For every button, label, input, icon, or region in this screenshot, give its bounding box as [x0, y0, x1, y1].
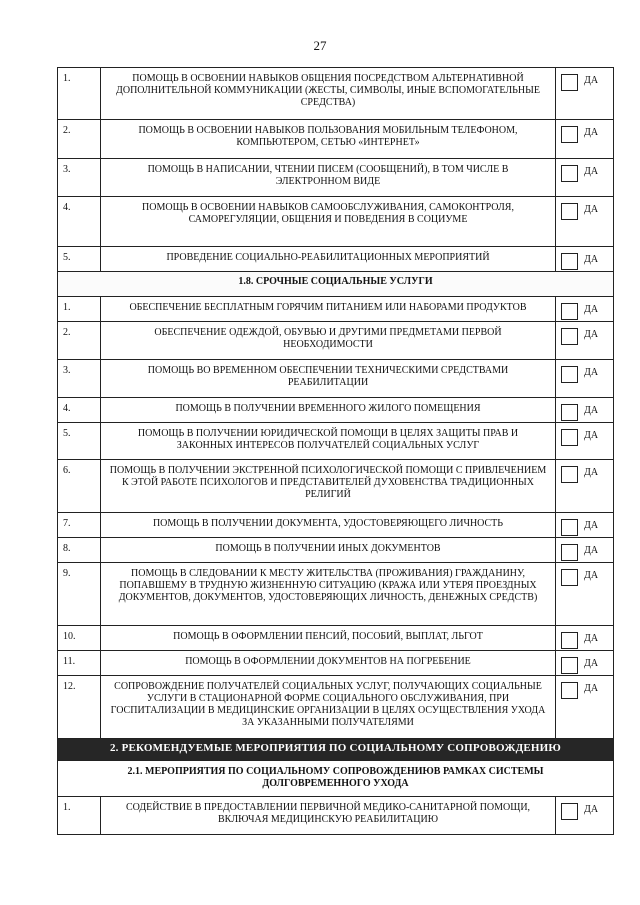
- yes-checkbox[interactable]: [561, 569, 578, 586]
- table-row: [58, 360, 614, 398]
- row-number: 1.: [58, 68, 101, 120]
- table-row: [58, 563, 614, 626]
- table-row: [58, 322, 614, 360]
- yes-cell: [556, 120, 614, 159]
- yes-checkbox[interactable]: [561, 165, 578, 182]
- yes-checkbox[interactable]: [561, 303, 578, 320]
- yes-cell: [556, 197, 614, 247]
- yes-label: ДА: [584, 127, 599, 138]
- yes-label: ДА: [584, 367, 599, 378]
- yes-label: ДА: [584, 166, 599, 177]
- yes-label: ДА: [584, 204, 599, 215]
- yes-cell: [556, 398, 614, 423]
- table-row: [58, 159, 614, 197]
- yes-label: ДА: [584, 804, 599, 815]
- yes-cell: [556, 68, 614, 120]
- table-row: [58, 797, 614, 835]
- section-title: 2. РЕКОМЕНДУЕМЫЕ МЕРОПРИЯТИЯ ПО СОЦИАЛЬНОМУ СОПРОВОЖДЕНИЮ: [58, 739, 614, 761]
- yes-checkbox[interactable]: [561, 429, 578, 446]
- table-row: [58, 197, 614, 247]
- yes-checkbox[interactable]: [561, 404, 578, 421]
- yes-checkbox[interactable]: [561, 328, 578, 345]
- table-row: [58, 538, 614, 563]
- yes-label: ДА: [584, 329, 599, 340]
- service-text: ПОМОЩЬ В ОСВОЕНИИ НАВЫКОВ САМООБСЛУЖИВАНИЯ, САМОКОНТРОЛЯ, САМОРЕГУЛЯЦИИ, ОБЩЕНИЯ И ПОВЕДЕНИЯ В СОЦИУМЕ: [101, 197, 556, 247]
- row-number: 11.: [58, 651, 101, 676]
- service-text: ПОМОЩЬ В ПОЛУЧЕНИИ ЮРИДИЧЕСКОЙ ПОМОЩИ В ЦЕЛЯХ ЗАЩИТЫ ПРАВ И ЗАКОННЫХ ИНТЕРЕСОВ ПОЛУЧАТЕЛЕЙ СОЦИАЛЬНЫХ УСЛУГ: [101, 423, 556, 460]
- table-row: [58, 460, 614, 513]
- yes-cell: [556, 423, 614, 460]
- service-text: ПОМОЩЬ В ОСВОЕНИИ НАВЫКОВ ОБЩЕНИЯ ПОСРЕДСТВОМ АЛЬТЕРНАТИВНОЙ ДОПОЛНИТЕЛЬНОЙ КОММУНИКАЦИИ (ЖЕСТЫ, СИМВОЛЫ, ИНЫЕ ВСПОМОГАТЕЛЬНЫЕ СРЕДСТВА): [101, 68, 556, 120]
- table-row: [58, 676, 614, 739]
- service-text: ПОМОЩЬ В ОФОРМЛЕНИИ ПЕНСИЙ, ПОСОБИЙ, ВЫПЛАТ, ЛЬГОТ: [101, 626, 556, 651]
- row-number: 2.: [58, 322, 101, 360]
- service-text: СОДЕЙСТВИЕ В ПРЕДОСТАВЛЕНИИ ПЕРВИЧНОЙ МЕДИКО-САНИТАРНОЙ ПОМОЩИ, ВКЛЮЧАЯ МЕДИЦИНСКУЮ РЕАБИЛИТАЦИЮ: [101, 797, 556, 835]
- yes-checkbox[interactable]: [561, 632, 578, 649]
- yes-cell: [556, 159, 614, 197]
- service-text: ПОМОЩЬ В ПОЛУЧЕНИИ ДОКУМЕНТА, УДОСТОВЕРЯЮЩЕГО ЛИЧНОСТЬ: [101, 513, 556, 538]
- service-text: ПОМОЩЬ В НАПИСАНИИ, ЧТЕНИИ ПИСЕМ (СООБЩЕНИЙ), В ТОМ ЧИСЛЕ В ЭЛЕКТРОННОМ ВИДЕ: [101, 159, 556, 197]
- yes-checkbox[interactable]: [561, 253, 578, 270]
- yes-cell: [556, 322, 614, 360]
- table-row: [58, 398, 614, 423]
- yes-cell: [556, 247, 614, 272]
- yes-cell: [556, 651, 614, 676]
- service-text: ПОМОЩЬ В ОСВОЕНИИ НАВЫКОВ ПОЛЬЗОВАНИЯ МОБИЛЬНЫМ ТЕЛЕФОНОМ, КОМПЬЮТЕРОМ, СЕТЬЮ «ИНТЕРНЕТ»: [101, 120, 556, 159]
- row-number: 8.: [58, 538, 101, 563]
- table-row: [58, 297, 614, 322]
- yes-label: ДА: [584, 75, 599, 86]
- section-header: [58, 272, 614, 297]
- service-text: ПОМОЩЬ В ПОЛУЧЕНИИ ИНЫХ ДОКУМЕНТОВ: [101, 538, 556, 563]
- yes-cell: [556, 676, 614, 739]
- row-number: 9.: [58, 563, 101, 626]
- row-number: 4.: [58, 398, 101, 423]
- row-number: 10.: [58, 626, 101, 651]
- yes-cell: [556, 297, 614, 322]
- service-text: ПОМОЩЬ В СЛЕДОВАНИИ К МЕСТУ ЖИТЕЛЬСТВА (ПРОЖИВАНИЯ) ГРАЖДАНИНУ, ПОПАВШЕМУ В ТРУДНУЮ ЖИЗНЕННУЮ СИТУАЦИЮ (КРАЖА ИЛИ УТЕРЯ ПРОЕЗДНЫХ ДОКУМЕНТОВ, ДОКУМЕНТОВ, УДОСТОВЕРЯЮЩИХ ЛИЧНОСТЬ, ДЕНЕЖНЫХ СРЕДСТВ): [101, 563, 556, 626]
- yes-label: ДА: [584, 520, 599, 531]
- table-row: [58, 247, 614, 272]
- row-number: 3.: [58, 159, 101, 197]
- service-text: СОПРОВОЖДЕНИЕ ПОЛУЧАТЕЛЕЙ СОЦИАЛЬНЫХ УСЛУГ, ПОЛУЧАЮЩИХ СОЦИАЛЬНЫЕ УСЛУГИ В СТАЦИОНАРНОЙ ФОРМЕ СОЦИАЛЬНОГО ОБСЛУЖИВАНИЯ, ПРИ ГОСПИТАЛИЗАЦИИ В МЕДИЦИНСКИЕ ОРГАНИЗАЦИИ В ЦЕЛЯХ ОСУЩЕСТВЛЕНИЯ УХОДА ЗА УКАЗАННЫМИ ПОЛУЧАТЕЛЯМИ: [101, 676, 556, 739]
- yes-checkbox[interactable]: [561, 466, 578, 483]
- row-number: 1.: [58, 797, 101, 835]
- yes-cell: [556, 626, 614, 651]
- service-text: ПОМОЩЬ В ПОЛУЧЕНИИ ВРЕМЕННОГО ЖИЛОГО ПОМЕЩЕНИЯ: [101, 398, 556, 423]
- yes-checkbox[interactable]: [561, 366, 578, 383]
- yes-cell: [556, 513, 614, 538]
- service-text: ОБЕСПЕЧЕНИЕ БЕСПЛАТНЫМ ГОРЯЧИМ ПИТАНИЕМ ИЛИ НАБОРАМИ ПРОДУКТОВ: [101, 297, 556, 322]
- section-title: 1.8. СРОЧНЫЕ СОЦИАЛЬНЫЕ УСЛУГИ: [58, 272, 614, 297]
- row-number: 12.: [58, 676, 101, 739]
- row-number: 7.: [58, 513, 101, 538]
- yes-cell: [556, 538, 614, 563]
- yes-checkbox[interactable]: [561, 682, 578, 699]
- service-text: ПОМОЩЬ В ОФОРМЛЕНИИ ДОКУМЕНТОВ НА ПОГРЕБЕНИЕ: [101, 651, 556, 676]
- row-number: 6.: [58, 460, 101, 513]
- subsection-title: 2.1. МЕРОПРИЯТИЯ ПО СОЦИАЛЬНОМУ СОПРОВОЖДЕНИЮВ РАМКАХ СИСТЕМЫ ДОЛГОВРЕМЕННОГО УХОДА: [58, 761, 614, 797]
- service-text: ПОМОЩЬ В ПОЛУЧЕНИИ ЭКСТРЕННОЙ ПСИХОЛОГИЧЕСКОЙ ПОМОЩИ С ПРИВЛЕЧЕНИЕМ К ЭТОЙ РАБОТЕ ПСИХОЛОГОВ И ПРЕДСТАВИТЕЛЕЙ ДУХОВЕНСТВА ТРАДИЦИОННЫХ РЕЛИГИЙ: [101, 460, 556, 513]
- yes-cell: [556, 460, 614, 513]
- row-number: 5.: [58, 423, 101, 460]
- yes-label: ДА: [584, 304, 599, 315]
- yes-label: ДА: [584, 570, 599, 581]
- table-row: [58, 68, 614, 120]
- yes-label: ДА: [584, 467, 599, 478]
- yes-cell: [556, 360, 614, 398]
- page-number: 27: [313, 38, 327, 53]
- table-row: [58, 651, 614, 676]
- row-number: 3.: [58, 360, 101, 398]
- yes-cell: [556, 563, 614, 626]
- yes-label: ДА: [584, 683, 599, 694]
- yes-label: ДА: [584, 545, 599, 556]
- row-number: 5.: [58, 247, 101, 272]
- service-text: ПОМОЩЬ ВО ВРЕМЕННОМ ОБЕСПЕЧЕНИИ ТЕХНИЧЕСКИМИ СРЕДСТВАМИ РЕАБИЛИТАЦИИ: [101, 360, 556, 398]
- yes-checkbox[interactable]: [561, 544, 578, 561]
- yes-checkbox[interactable]: [561, 74, 578, 91]
- service-text: ПРОВЕДЕНИЕ СОЦИАЛЬНО-РЕАБИЛИТАЦИОННЫХ МЕРОПРИЯТИЙ: [101, 247, 556, 272]
- yes-checkbox[interactable]: [561, 657, 578, 674]
- yes-label: ДА: [584, 658, 599, 669]
- table-row: [58, 513, 614, 538]
- section-header-dark: [58, 739, 614, 761]
- services-table: [57, 67, 614, 835]
- yes-label: ДА: [584, 633, 599, 644]
- table-row: [58, 120, 614, 159]
- table-row: [58, 626, 614, 651]
- yes-checkbox[interactable]: [561, 519, 578, 536]
- yes-label: ДА: [584, 430, 599, 441]
- row-number: 2.: [58, 120, 101, 159]
- row-number: 1.: [58, 297, 101, 322]
- table-row: [58, 423, 614, 460]
- yes-checkbox[interactable]: [561, 803, 578, 820]
- row-number: 4.: [58, 197, 101, 247]
- yes-label: ДА: [584, 405, 599, 416]
- subsection-header: [58, 761, 614, 797]
- yes-cell: [556, 797, 614, 835]
- service-text: ОБЕСПЕЧЕНИЕ ОДЕЖДОЙ, ОБУВЬЮ И ДРУГИМИ ПРЕДМЕТАМИ ПЕРВОЙ НЕОБХОДИМОСТИ: [101, 322, 556, 360]
- yes-label: ДА: [584, 254, 599, 265]
- yes-checkbox[interactable]: [561, 126, 578, 143]
- yes-checkbox[interactable]: [561, 203, 578, 220]
